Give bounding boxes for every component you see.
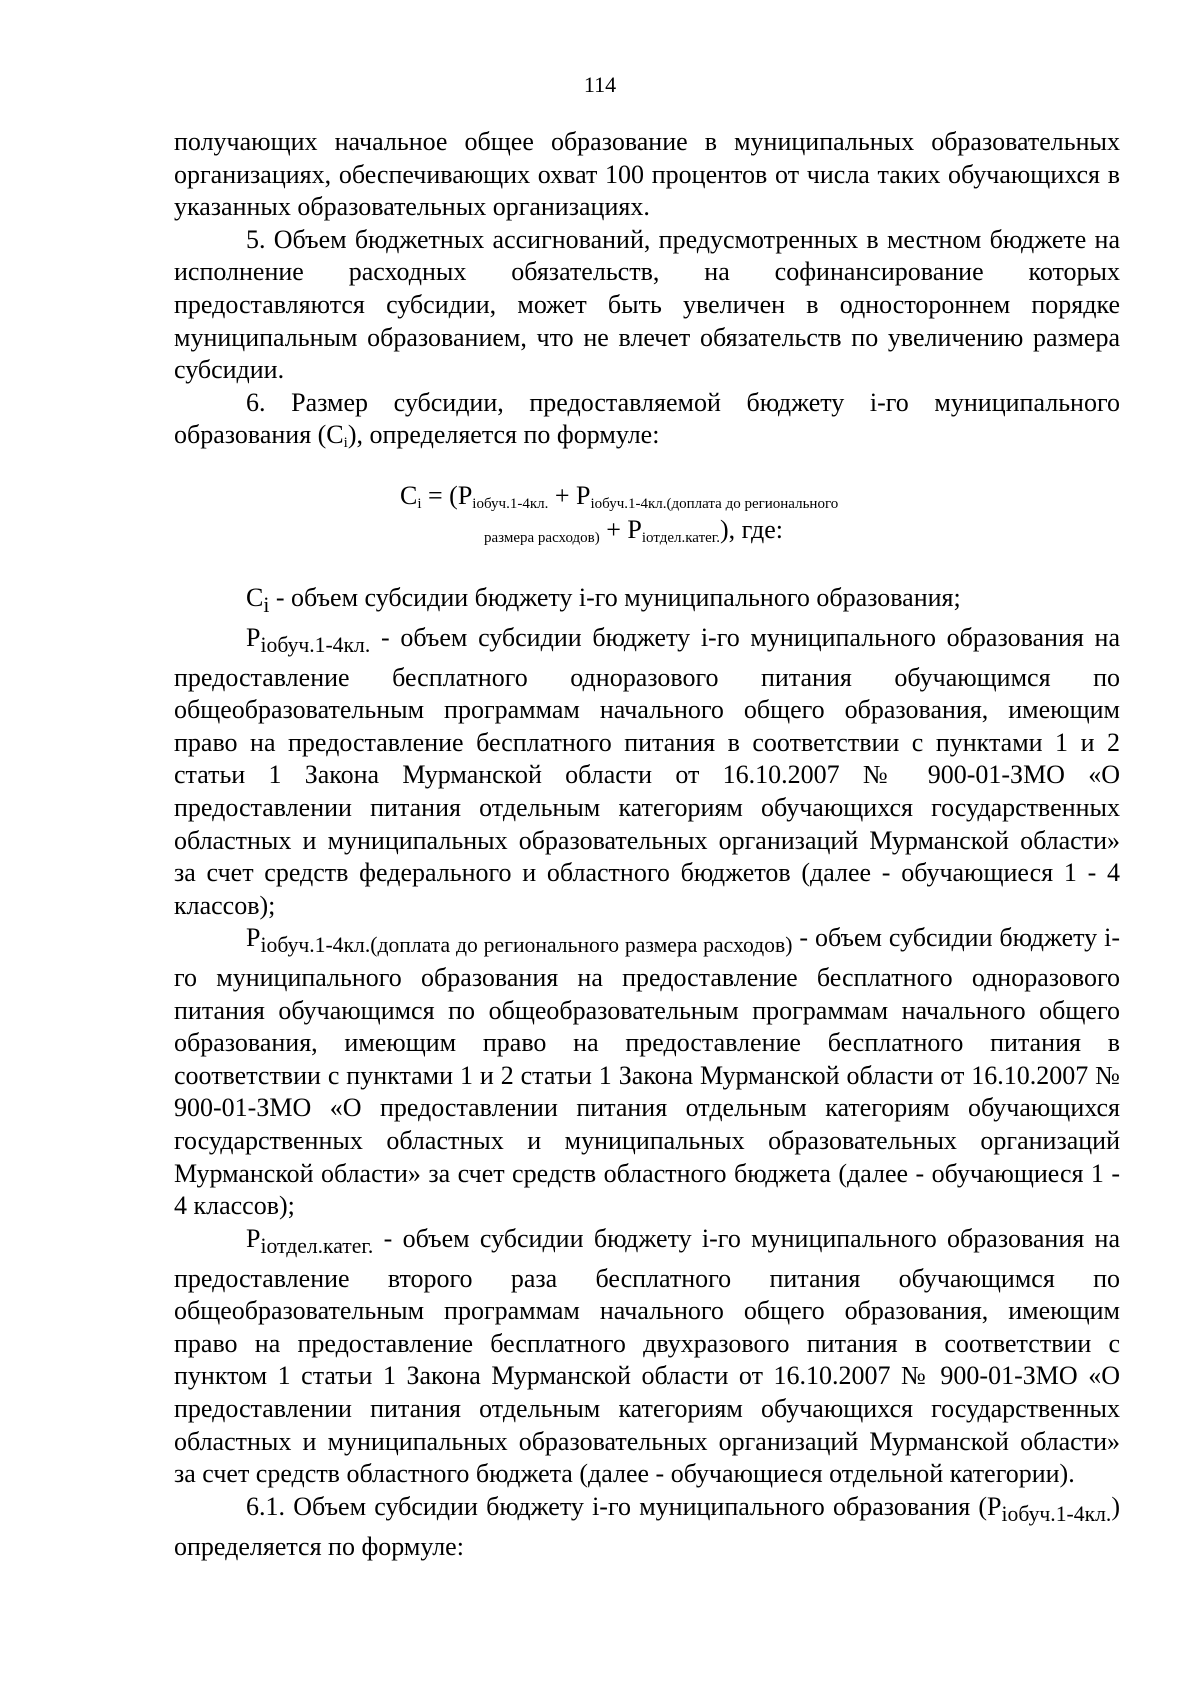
formula-subscript: iобуч.1-4кл.(доплата до регионального xyxy=(590,496,839,512)
definition-text: - объем субсидии бюджету i-го муниципального образования на предоставление бесплатного одноразового питания обучающимся по общеобразовательным программам начального общего образования, имеющим право на предоставление бесплатного питания в соответствии с пунктами 1 и 2 статьи 1 Закона Мурманской области от 16.10.2007 № 900-01-ЗМО «О предоставлении питания отдельным категориям обучающихся государственных областных и муниципальных образовательных организаций Мурманской области» за счет средств федерального и областного бюджетов (далее - обучающиеся 1 - 4 классов); xyxy=(174,622,1120,920)
subscript: i xyxy=(343,435,348,452)
definition-subscript: i xyxy=(263,593,270,618)
definition-subscript: iотдел.катег. xyxy=(260,1234,374,1259)
definition-p-obuch xyxy=(174,622,1120,923)
paragraph-6-1 xyxy=(174,1491,1120,1563)
paragraph-6-1-text: 6.1. Объем субсидии бюджету i-го муниципального образования (P xyxy=(246,1491,1002,1521)
formula-line-1 xyxy=(400,480,838,513)
text-block-definitions xyxy=(174,582,1120,1563)
definition-p-otdel xyxy=(174,1223,1120,1491)
paragraph-6-text-end: ), определяется по формуле: xyxy=(347,420,660,450)
definition-p-doplata xyxy=(174,922,1120,1223)
definition-text: - объем субсидии бюджету i-го муниципального образования; xyxy=(269,583,961,612)
paragraph-continuation: получающих начальное общее образование в муниципальных образовательных организациях, обеспечивающих охват 100 процентов от числа таких обучающихся в указанных образовательных организациях. xyxy=(174,127,1120,222)
definition-subscript: iобуч.1-4кл. xyxy=(260,632,371,657)
formula-operator: + P xyxy=(599,515,642,544)
paragraph-6-1-subscript: iобуч.1-4кл. xyxy=(1001,1501,1112,1526)
formula-subscript: i xyxy=(417,496,422,512)
definition-symbol: P xyxy=(246,622,261,652)
definition-ci xyxy=(174,582,1120,622)
definition-symbol: C xyxy=(246,583,264,612)
formula-end: ), где: xyxy=(720,515,784,544)
formula-line-2 xyxy=(484,514,783,547)
paragraph-6-text: 6. Размер субсидии, предоставляемой бюджету i-го муниципального образования (C xyxy=(174,387,1120,450)
paragraph-6-1-text-end: ) определяется по формуле: xyxy=(174,1491,1120,1561)
definition-text: - объем субсидии бюджету i-го муниципального образования на предоставление второго раза бесплатного питания обучающимся по общеобразовательным программам начального общего образования, имеющим право на предоставление бесплатного двухразового питания в соответствии с пунктом 1 статьи 1 Закона Мурманской области от 16.10.2007 № 900-01-ЗМО «О предоставлении питания отдельным категориям обучающихся государственных областных и муниципальных образовательных организаций Мурманской области» за счет средств областного бюджета (далее - обучающиеся отдельной категории). xyxy=(174,1223,1120,1489)
definition-symbol: P xyxy=(246,923,261,953)
formula-subscript: iобуч.1-4кл. xyxy=(472,496,549,512)
formula-symbol: C xyxy=(400,481,418,510)
definition-subscript: iобуч.1-4кл.(доплата до регионального размера расходов) xyxy=(260,933,793,958)
formula-subscript: iотдел.катег. xyxy=(641,530,720,546)
definition-symbol: P xyxy=(246,1223,261,1253)
formula-operator: = (P xyxy=(421,481,473,510)
formula-subscript: размера расходов) xyxy=(484,530,600,546)
paragraph-5: 5. Объем бюджетных ассигнований, предусмотренных в местном бюджете на исполнение расходных обязательств, на софинансирование которых предоставляются субсидии, может быть увеличен в одностороннем порядке муниципальным образованием, что не влечет обязательств по увеличению размера субсидии. xyxy=(174,224,1120,385)
page-number: 114 xyxy=(583,72,617,97)
text-block-top xyxy=(174,126,1120,452)
definition-text: - объем субсидии бюджету i-го муниципального образования на предоставление бесплатного одноразового питания обучающимся по общеобразовательным программам начального общего образования, имеющим право на предоставление бесплатного питания в соответствии с пунктами 1 и 2 статьи 1 Закона Мурманской области от 16.10.2007 № 900-01-ЗМО «О предоставлении питания отдельным категориям обучающихся государственных областных и муниципальных образовательных организаций Мурманской области» за счет средств областного бюджета (далее - обучающиеся 1 - 4 классов); xyxy=(174,923,1120,1221)
paragraph-6 xyxy=(174,387,1120,452)
formula-operator: + P xyxy=(548,481,591,510)
